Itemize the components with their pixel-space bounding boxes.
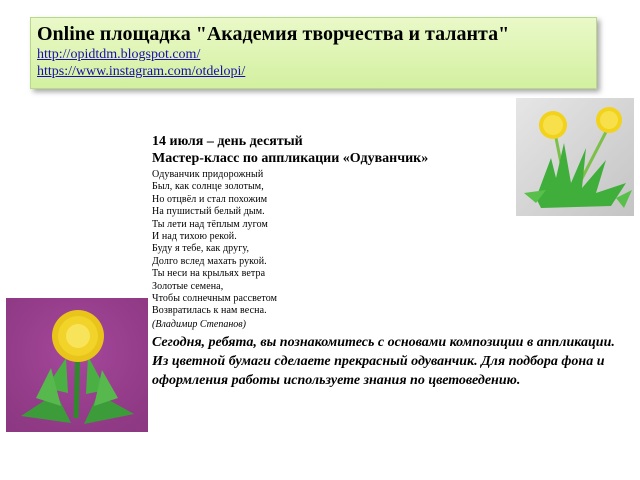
dandelion-photo-left: [6, 298, 148, 432]
poem-author: (Владимир Степанов): [152, 318, 246, 330]
poem-line: Ты неси на крыльях ветра: [152, 268, 266, 280]
poem-line: Одуванчик придорожный: [152, 169, 264, 180]
blog-link[interactable]: http://opidtdm.blogspot.com/: [37, 47, 201, 62]
poem-line: Долго вслед махать рукой.: [152, 255, 267, 267]
lesson-topic: Мастер-класс по аппликации «Одуванчик»: [152, 151, 429, 166]
poem-line: Буду я тебе, как другу,: [152, 243, 250, 255]
instagram-link[interactable]: https://www.instagram.com/otdelopi/: [37, 64, 246, 79]
dandelion-applique-icon: [6, 298, 148, 432]
poem-line: Чтобы солнечным рассветом: [152, 293, 278, 305]
lesson-date: 14 июля – день десятый: [152, 134, 303, 149]
poem: [152, 169, 592, 331]
lesson-description: Сегодня, ребята, вы познакомитесь с основами композиции в аппликации. Из цветной бумаги сделаете прекрасный одуванчик. Для подбора фона и оформления работы используете знания по цветоведению.: [152, 334, 615, 388]
page-title: Online площадка "Академия творчества и таланта": [37, 23, 510, 45]
poem-line: Но отцвёл и стал похожим: [152, 193, 268, 205]
header-banner: [30, 17, 597, 89]
poem-line: Ты лети над тёплым лугом: [152, 218, 268, 230]
poem-line: Был, как солнце золотым,: [152, 181, 264, 193]
poem-line: Возвратилась к нам весна.: [152, 305, 267, 317]
lesson-content: [152, 133, 615, 390]
poem-line: На пушистый белый дым.: [152, 206, 265, 218]
poem-line: И над тихою рекой.: [152, 231, 237, 243]
poem-line: Золотые семена,: [152, 280, 224, 292]
